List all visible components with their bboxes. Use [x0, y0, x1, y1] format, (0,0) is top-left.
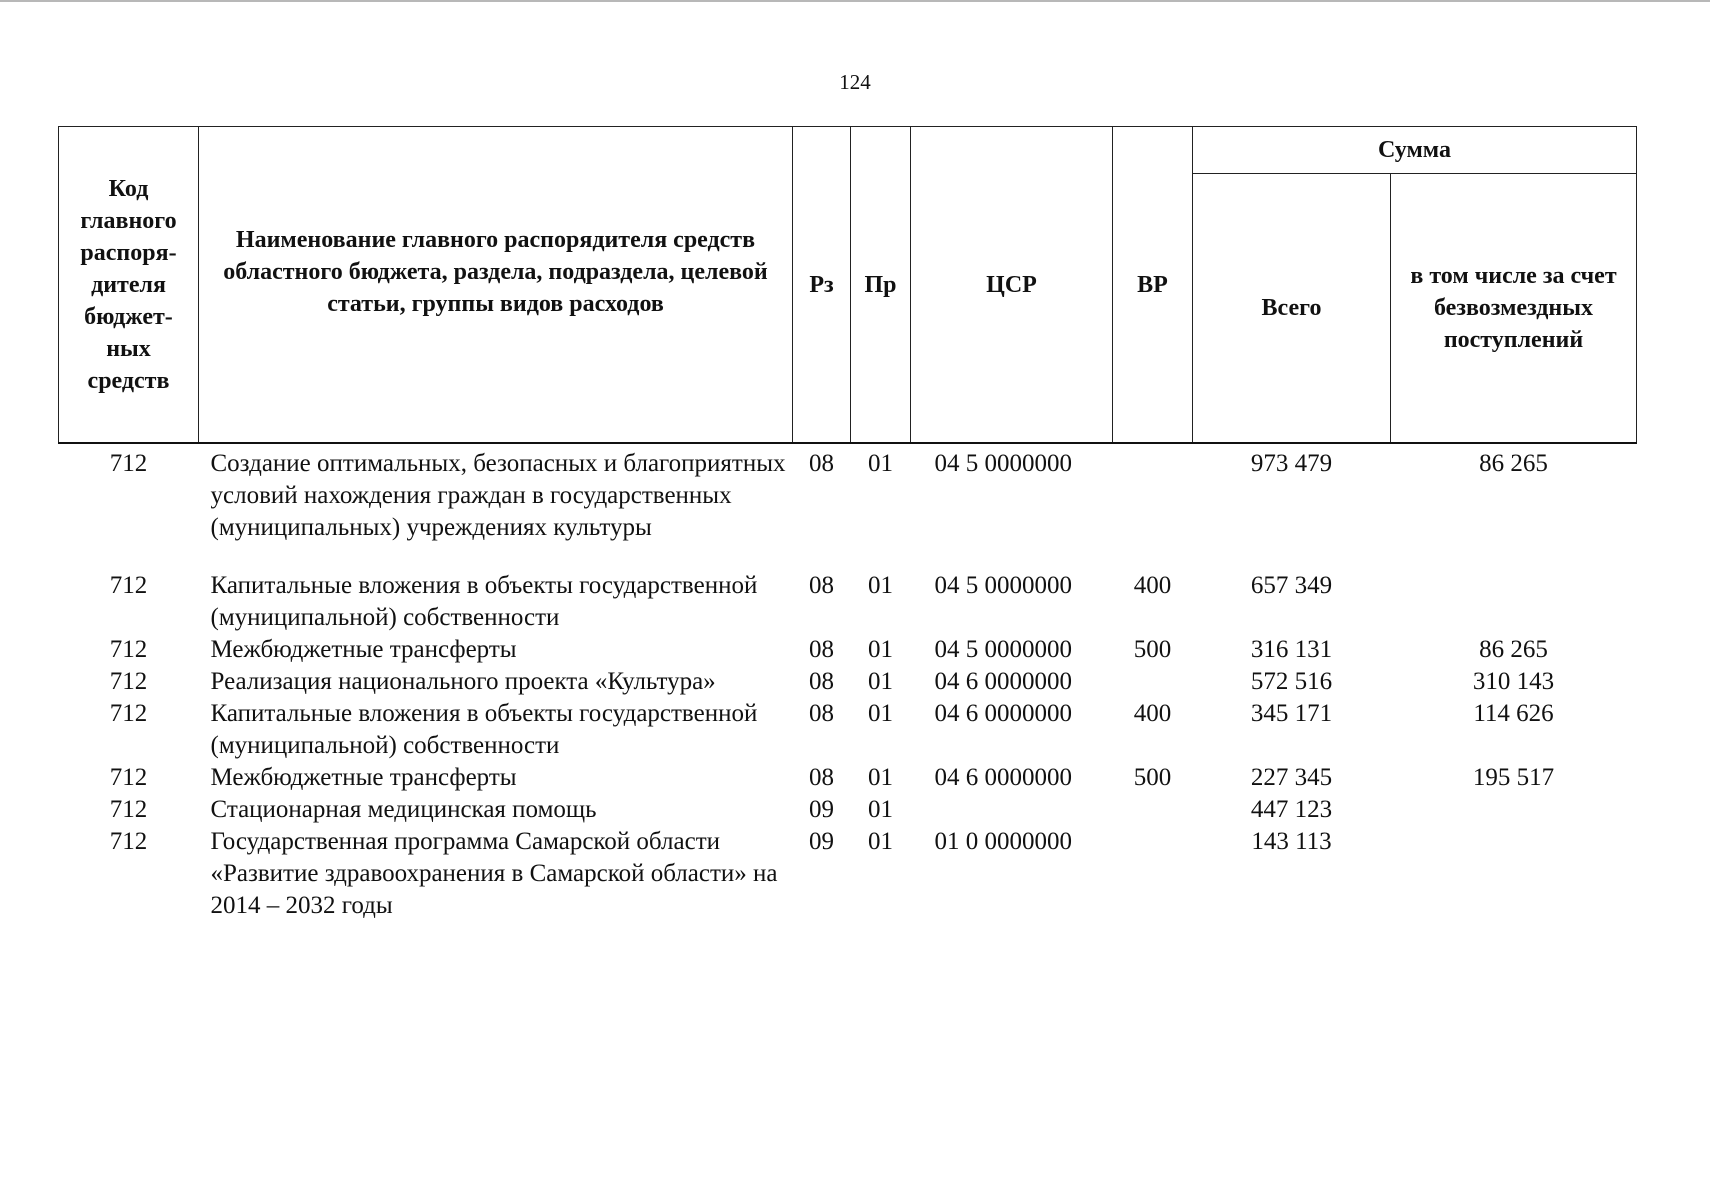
scan-edge	[0, 0, 1710, 2]
cell-code: 712	[109, 636, 148, 663]
cell-pr: 01	[868, 828, 893, 855]
cell-code: 712	[109, 700, 148, 727]
cell-name: Межбюджетные трансферты	[210, 636, 517, 663]
cell-vr: 400	[1133, 572, 1172, 599]
cell-name: Капитальные вложения в объекты государственной (муниципальной) собственности	[210, 572, 758, 631]
cell-grants: 310 143	[1472, 668, 1555, 695]
table-row	[59, 634, 1637, 666]
cell-rz: 08	[809, 764, 834, 791]
cell-pr: 01	[868, 700, 893, 727]
header-name: Наименование главного распорядителя средств областного бюджета, раздела, подраздела, целевой статьи, группы видов расходов	[199, 127, 793, 444]
header-vr: ВР	[1113, 127, 1193, 444]
cell-grants	[1391, 570, 1637, 634]
cell-rz: 08	[809, 450, 834, 477]
cell-grants: 195 517	[1472, 764, 1555, 791]
header-total: Всего	[1193, 174, 1391, 444]
table-row	[59, 666, 1637, 698]
cell-name: Межбюджетные трансферты	[210, 764, 517, 791]
cell-total: 572 516	[1250, 668, 1333, 695]
cell-grants: 114 626	[1473, 700, 1554, 727]
cell-pr: 01	[868, 636, 893, 663]
cell-pr: 01	[868, 796, 893, 823]
header-csr: ЦСР	[911, 127, 1113, 444]
cell-pr: 01	[868, 572, 893, 599]
cell-pr: 01	[868, 668, 893, 695]
cell-total: 143 113	[1251, 828, 1332, 855]
cell-grants	[1391, 826, 1637, 922]
cell-total: 447 123	[1250, 796, 1333, 823]
cell-csr: 01 0 0000000	[934, 828, 1072, 855]
cell-pr: 01	[868, 450, 893, 477]
cell-name: Стационарная медицинская помощь	[210, 796, 597, 823]
cell-total: 345 171	[1250, 700, 1333, 727]
page-number: 124	[839, 70, 871, 94]
table-row	[59, 570, 1637, 634]
cell-vr	[1113, 794, 1193, 826]
cell-vr: 400	[1133, 700, 1172, 727]
cell-name: Государственная программа Самарской области «Развитие здравоохранения в Самарской области» на 2014 – 2032 годы	[210, 828, 778, 919]
cell-rz: 08	[809, 572, 834, 599]
cell-csr: 04 6 0000000	[934, 700, 1072, 727]
cell-code: 712	[109, 668, 148, 695]
cell-csr: 04 5 0000000	[934, 450, 1072, 477]
header-row	[59, 127, 1637, 174]
cell-vr	[1113, 666, 1193, 698]
header-sum: Сумма	[1193, 127, 1637, 174]
header-grants: в том числе за счет безвозмездных поступлений	[1391, 174, 1637, 444]
cell-rz: 08	[809, 700, 834, 727]
cell-name: Создание оптимальных, безопасных и благоприятных условий нахождения граждан в государственных (муниципальных) учреждениях культуры	[210, 450, 786, 541]
cell-vr	[1113, 826, 1193, 922]
table-row	[59, 826, 1637, 922]
cell-csr: 04 6 0000000	[934, 668, 1072, 695]
cell-csr: 04 6 0000000	[934, 764, 1072, 791]
table-row	[59, 762, 1637, 794]
cell-code: 712	[109, 572, 148, 599]
cell-vr: 500	[1133, 636, 1172, 663]
cell-vr	[1113, 443, 1193, 570]
cell-vr: 500	[1133, 764, 1172, 791]
header-rz: Рз	[793, 127, 851, 444]
cell-rz: 08	[809, 636, 834, 663]
cell-grants	[1391, 794, 1637, 826]
cell-grants: 86 265	[1479, 636, 1548, 663]
cell-code: 712	[109, 450, 148, 477]
cell-name: Капитальные вложения в объекты государственной (муниципальной) собственности	[210, 700, 758, 759]
header-code: Код главного распоря-дителя бюджет-ных средств	[59, 127, 199, 444]
cell-total: 973 479	[1250, 450, 1333, 477]
table-row	[59, 794, 1637, 826]
cell-rz: 08	[809, 668, 834, 695]
cell-pr: 01	[868, 764, 893, 791]
header-pr: Пр	[851, 127, 911, 444]
cell-total: 227 345	[1250, 764, 1333, 791]
cell-code: 712	[109, 764, 148, 791]
cell-total: 316 131	[1250, 636, 1333, 663]
cell-total: 657 349	[1250, 572, 1333, 599]
cell-code: 712	[109, 828, 148, 855]
cell-code: 712	[109, 796, 148, 823]
budget-table	[58, 126, 1637, 922]
cell-csr: 04 5 0000000	[934, 636, 1072, 663]
cell-name: Реализация национального проекта «Культура»	[210, 668, 716, 695]
cell-rz: 09	[809, 796, 834, 823]
table-row	[59, 443, 1637, 570]
cell-csr	[911, 794, 1113, 826]
cell-grants: 86 265	[1479, 450, 1548, 477]
table-row	[59, 698, 1637, 762]
cell-csr: 04 5 0000000	[934, 572, 1072, 599]
cell-rz: 09	[809, 828, 834, 855]
